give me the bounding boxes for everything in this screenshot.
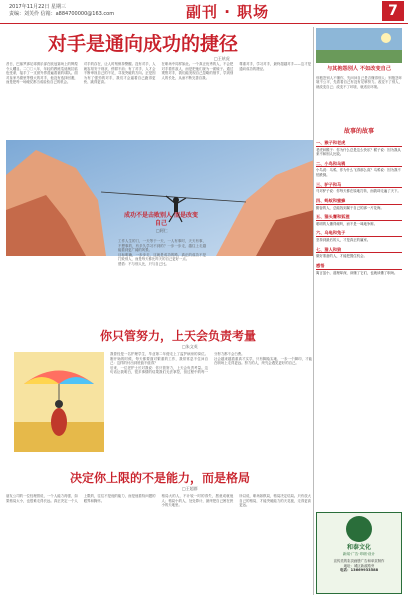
story-item [316, 182, 402, 194]
story-item-title: 六、乌龟和兔子 [316, 230, 402, 237]
story-item-title: 三、驴子和马 [316, 182, 402, 189]
article4-paragraph: 所以说，职场如棋局，格局决定结局。只有放大自己的格局，才能突破能力的天花板，走得更高更远。 [239, 494, 311, 508]
story-item [316, 198, 402, 210]
ad-logo [346, 516, 372, 542]
article1-paragraph: 尊重对手，学习对手，最终超越对手——这才是通向成功的捷径。 [239, 62, 311, 71]
article4-body [6, 494, 311, 594]
story-section-title: 故事的故事 [343, 127, 374, 135]
article3-paragraph: 我曾经是一名护理学生，毕业第二年便走上了监护病房的岗位。刚开始的时候，每天都要面对繁重的工作，我常常忍不住问自己：这样的付出到底值不值得？ [110, 352, 208, 366]
ad-line1: 宣传类的彩页画册广告和单页制作 [333, 558, 385, 563]
story-item [316, 247, 402, 259]
story-item [316, 161, 402, 178]
closing-text: 寓言虽小，道理却深，读懂了它们，也就读懂了职场。 [316, 270, 398, 275]
article2-paragraph: 工作人生的门，一天等于一天，一人有事时，天天有事，不想事的，有多久学习不到的？一步一步走，越往上走越能看到更广阔的风景。 [118, 239, 206, 253]
ad-subtitle: 新闻·广告·印刷·设计 [342, 552, 376, 557]
ad-title: 和泰文化 [346, 544, 371, 551]
article1-byline: □王炫虎 [214, 56, 230, 61]
article3-body [110, 352, 312, 456]
umbrella-photo [14, 352, 104, 452]
article2-box [122, 212, 200, 226]
story-item [316, 230, 402, 242]
article2-paragraph: 感悟：不与别人比，只与自己比。 [118, 261, 169, 266]
article2-headline: 成功不是击败别人 而是改变自己 [123, 212, 199, 227]
umbrella-illustration [14, 352, 104, 452]
article1-paragraph: 昔日，巴塞罗那足球俱乐部在欧冠赛场上的辉煌令人瞩目。二〇〇八年，年轻的教练瓜迪奥拉临危受命，接手了一支被外界普遍看衰的球队。面对皇家马德里等强大的对手，他没有选择回避，而是把每一场硬仗都当成检验自己的机会。 [6, 62, 78, 85]
story-item-title: 一、猴子和老虎 [316, 140, 402, 147]
page-number: 7 [382, 1, 404, 21]
story-item-text: 聪明的人懂得倾听，而不是一味地争辩。 [316, 221, 378, 226]
story-item-text: 坚持到最后的人，才是真正的赢家。 [316, 238, 371, 243]
article1-body [6, 62, 311, 136]
closing-title: 感悟 [316, 263, 402, 270]
sidebar [316, 28, 402, 275]
article2-body [118, 239, 206, 299]
section-title: 副刊 · 职场 [186, 3, 270, 21]
page-header [0, 0, 408, 24]
article3-paragraph: 后来，一位老护士长对我说：你只管努力，上天会负责考量。这句话让我明白，很多事情的结果我们无法掌控，但过程中的每一分努力都不会白费。 [110, 352, 245, 375]
ad-line2: 地址：城区新政路旁 [343, 563, 375, 568]
ad-phone: 电话：13669933588 [339, 568, 379, 573]
article4-paragraph: 朋友公司的一位经理曾说，一个人能力再强，如果格局太小，也很难走得长远。真正决定一个人上限的，往往不是他的能力，而是他看待问题的眼界和胸怀。 [6, 494, 156, 503]
story-item-text: 小鸟说：乌鸦，你为什么飞得那么高？乌鸦说：因为我不怕跌倒。 [316, 168, 401, 177]
story-item-text: 做好准备的人，才能把握住机会。 [316, 254, 367, 259]
closing-block [316, 263, 402, 275]
sidebar-poem-title: 与其抱怨别人 不如改变自己 [326, 66, 392, 72]
story-item-text: 马对驴子说：你每天都在原地打转，而我却走遍了天下。 [316, 189, 401, 194]
article3-paragraph: 社会越来越看重真才实学，只有脚踏实地、一步一个脚印，才能在职场上走得更远。努力的人，终究会遇见更好的自己。 [214, 356, 312, 366]
sidebar-illustration [316, 28, 402, 63]
column-divider [313, 27, 314, 595]
header-info [9, 4, 114, 18]
story-item-title: 四、蚂蚁和蜜蜂 [316, 198, 402, 205]
story-item-text: 勤奋的人，总能找到属于自己的那一片花海。 [316, 205, 384, 210]
article1-headline: 对手是通向成功的捷径 [48, 33, 239, 55]
story-item-title: 五、猫头鹰和狐狸 [316, 214, 402, 221]
header-editor: 责编：刘芙伶 信箱：a884700000@163.com [9, 11, 115, 17]
article3-headline: 你只管努力，上天会负责考量 [100, 329, 257, 343]
story-item [316, 214, 402, 226]
story-item-text: 老虎问猴子：你为什么总是这么快乐？猴子说：因为我从来不和别人比较。 [316, 147, 401, 157]
article4-headline: 决定你上限的不是能力，而是格局 [70, 471, 251, 485]
article1-paragraph: 在职场中同样如此。一个真正优秀的人，不会把对手看作敌人，而是把他们视为一面镜子。通过观察对手，我们能发现自己忽略的细节，学到别人的长处，从而不断完善自我。 [161, 62, 234, 80]
story-item [316, 140, 402, 157]
sidebar-photo [316, 28, 402, 63]
sidebar-poem-text: 别抱怨别人不懂你，先问问自己是否懂得别人；别抱怨环境不公平，先看看自己有没有足够努力。改变不了别人，就改变自己；改变不了环境，就适应环境。 [316, 75, 402, 89]
header-date: 2017年11月22日 星期三 [9, 4, 67, 10]
story-item-title: 七、猎人和狼 [316, 247, 402, 254]
sidebar-ad [316, 512, 402, 594]
article2-paragraph: 目标明确，一步步走，这就是成功的路。真正的成功不是打败别人，而是每天都比昨天的自己更好一点。 [118, 252, 206, 262]
story-item-title: 二、小鸟和乌鸦 [316, 161, 402, 168]
article3-byline: □朱文英 [182, 344, 198, 349]
article4-byline: □王超群 [182, 486, 198, 491]
article4-paragraph: 格局大的人，不计较一时的得失，愿意成就他人；格局小的人，处处算计，最终把自己困在狭小的天地里。 [161, 494, 234, 508]
article1-paragraph: 对手的存在，让人时刻保持警醒。没有对手，人就容易安于现状，停滞不前；有了对手，人才会不断审视自己的不足，寻找突破的方向。正是因为有了强劲的对手，我们才会逼着自己跑得更快、跳得更高。 [83, 62, 156, 85]
article2-byline: □阿仁 [156, 228, 168, 233]
